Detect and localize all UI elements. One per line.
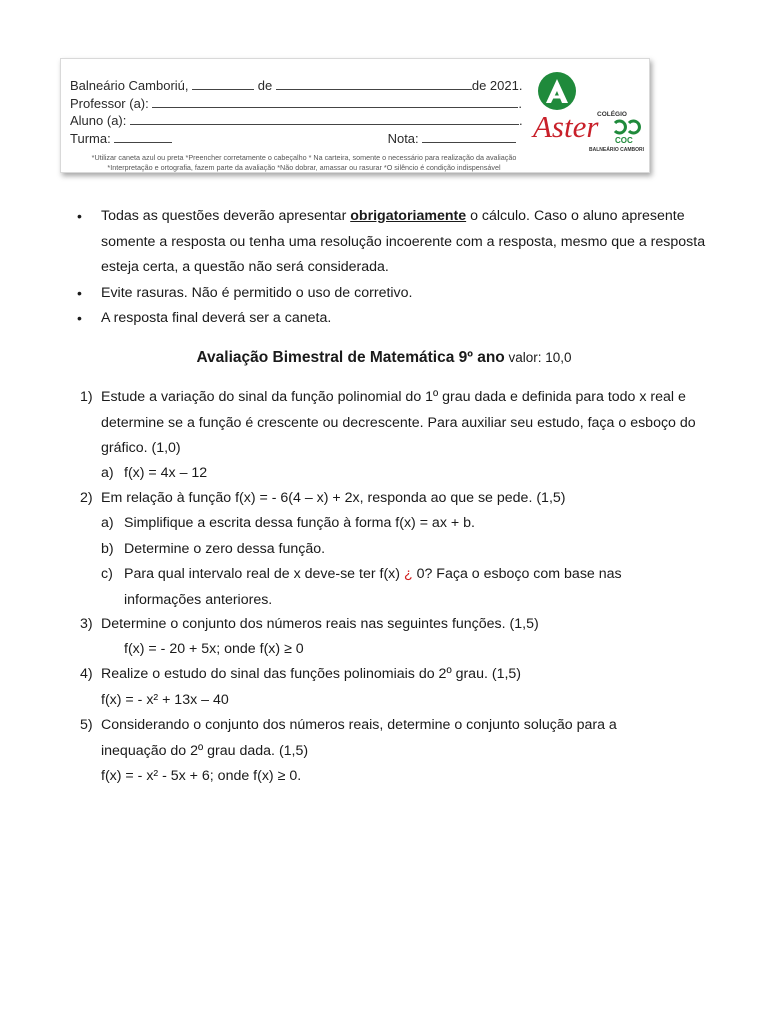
turma-line	[70, 130, 516, 147]
instruction-item: • Todas as questões deverão apresentar obrigatoriamente o cálculo. Caso o aluno apresente somente a resposta ou tenha uma resolução incoerente com a resposta, mesmo que a resposta esteja certa, a questão não será considerada.	[75, 204, 715, 281]
professor-label: Professor (a):	[70, 96, 149, 111]
header-note: *Utilizar caneta azul ou preta *Preencher corretamente o cabeçalho * Na carteira, somente o necessário para realização da avaliação *Interpretação e ortografia, fazem parte da avaliação *Não dobrar, amassar ou rasurar *O silêncio é condição indispensável	[91, 153, 517, 172]
instruction-item: • A resposta final deverá ser a caneta.	[75, 306, 715, 332]
question-number: 3)	[80, 616, 93, 632]
question-1a: a) f(x) = 4x – 12	[101, 465, 208, 481]
aluno-line: Aluno (a): .	[70, 113, 523, 128]
instruction-item: • Evite rasuras. Não é permitido o uso de corretivo.	[75, 281, 715, 307]
de-label: de	[257, 78, 273, 93]
nota-blank	[422, 130, 516, 143]
question-text: Considerando o conjunto dos números reais, determine o conjunto solução para a inequação do 2º grau dada. (1,5)	[101, 717, 617, 759]
header-date-line	[70, 77, 522, 94]
question-5-expression: f(x) = - x² - 5x + 6; onde f(x) ≥ 0.	[101, 768, 302, 784]
question-2	[80, 486, 710, 512]
question-3	[80, 612, 710, 638]
year-label: de 2021.	[471, 78, 523, 93]
exam-title	[0, 346, 768, 370]
day-blank	[192, 77, 254, 90]
city-label: Balneário Camboriú,	[70, 78, 189, 93]
question-number: 4)	[80, 666, 93, 682]
month-blank	[276, 77, 472, 90]
logo-colegio-text: COLÉGIO	[597, 111, 627, 118]
logo-city-text: BALNEÁRIO CAMBORIÚ	[589, 147, 644, 151]
exam-value: valor: 10,0	[504, 350, 572, 365]
question-text: Realize o estudo do sinal das funções polinomiais do 2º grau. (1,5)	[101, 666, 522, 682]
question-4	[80, 662, 710, 688]
logo-aster-text: Aster	[533, 109, 599, 144]
turma-blank	[114, 130, 172, 143]
question-4-expression: f(x) = - x² + 13x – 40	[101, 692, 229, 708]
turma-label: Turma:	[70, 131, 111, 146]
question-number: 1)	[80, 389, 93, 405]
professor-line: Professor (a): .	[70, 96, 522, 111]
question-text: Determine o conjunto dos números reais nas seguintes funções. (1,5)	[101, 616, 539, 632]
aluno-label: Aluno (a):	[70, 113, 127, 128]
exam-title-main: Avaliação Bimestral de Matemática 9º ano	[196, 349, 505, 366]
question-number: 2)	[80, 490, 93, 506]
question-number: 5)	[80, 717, 93, 733]
question-1	[80, 385, 710, 462]
question-2b: b) Determine o zero dessa função.	[101, 541, 326, 557]
professor-blank	[152, 95, 518, 108]
header-card	[60, 58, 650, 173]
question-5	[80, 713, 680, 764]
nota-label: Nota:	[387, 131, 419, 146]
emphasis-text: obrigatoriamente	[350, 208, 467, 224]
logo-coc-text: COC	[615, 136, 633, 145]
colegio-aster-logo	[529, 71, 644, 151]
inequality-symbol: ¿	[403, 566, 413, 582]
question-text: Estude a variação do sinal da função polinomial do 1º grau dada e definida para todo x real e determine se a função é crescente ou decrescente. Para auxiliar seu estudo, faça o esboço do gráfico. (1,0)	[101, 389, 696, 456]
question-2a: a) Simplifique a escrita dessa função à forma f(x) = ax + b.	[101, 515, 475, 531]
aluno-blank	[130, 112, 519, 125]
question-3-expression: f(x) = - 20 + 5x; onde f(x) ≥ 0	[124, 641, 304, 657]
question-2c: c) Para qual intervalo real de x deve-se ter f(x) ¿ 0? Faça o esboço com base nas informações anteriores.	[101, 566, 622, 608]
question-text: Em relação à função f(x) = - 6(4 – x) + 2x, responda ao que se pede. (1,5)	[101, 490, 566, 506]
instructions-list	[75, 204, 715, 332]
